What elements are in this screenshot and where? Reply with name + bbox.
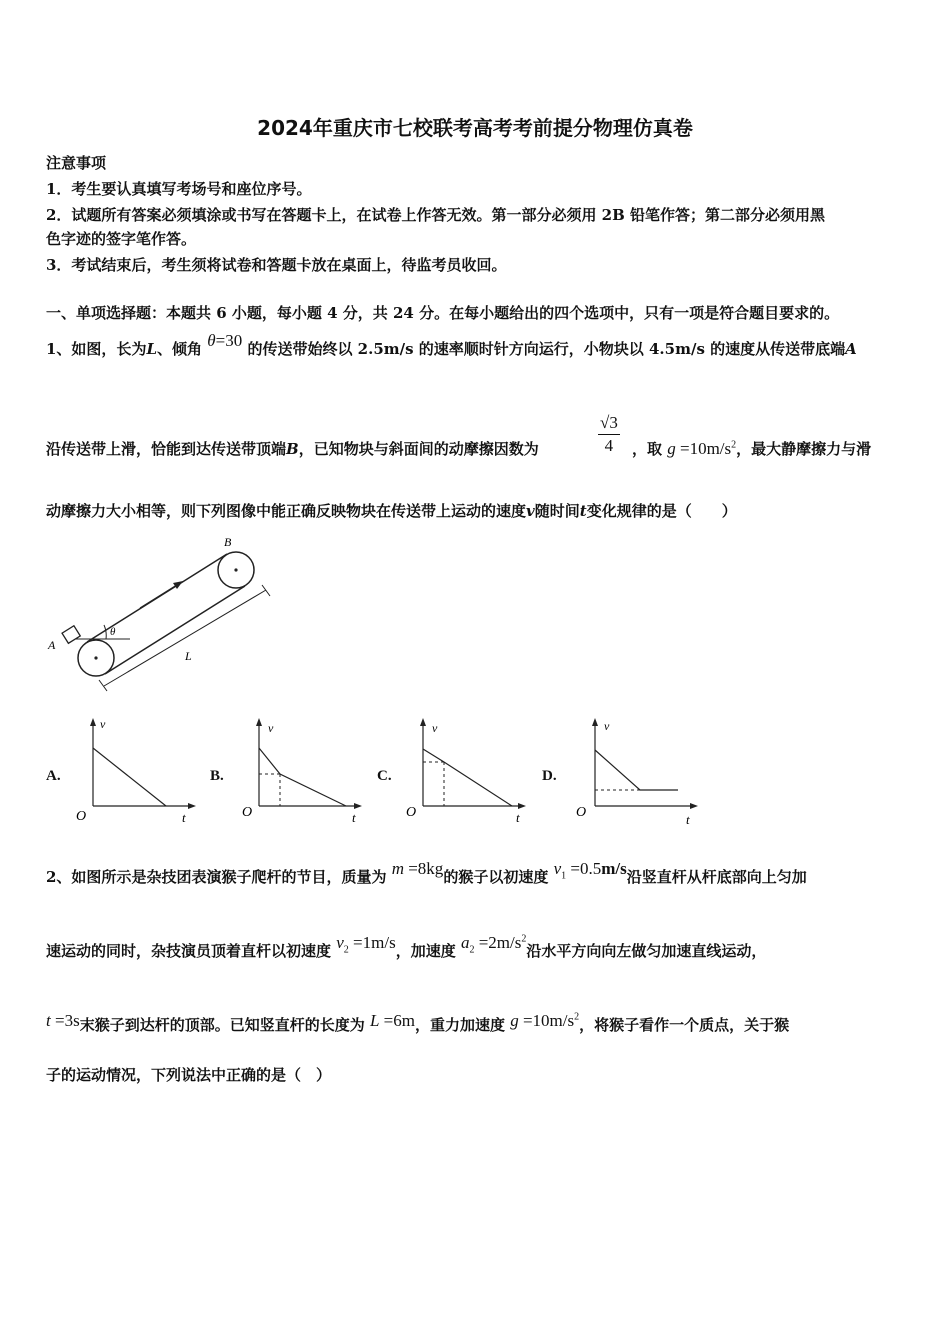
label-theta: θ: [110, 626, 116, 638]
q1-var-v: v: [526, 502, 535, 520]
q1-text: 沿传送带上滑，恰能到达传送带顶端: [46, 440, 287, 458]
q2-text: 沿竖直杆从杆底部向上匀加: [626, 868, 807, 886]
label-B: B: [224, 535, 232, 549]
fraction-denominator: 4: [604, 436, 614, 455]
q1-angle-formula: θ=30: [207, 331, 243, 350]
belt-lower: [105, 586, 245, 674]
svg-text:v: v: [100, 717, 106, 731]
option-c-graph[interactable]: [400, 712, 530, 827]
notice-item-1: 1．考生要认真填写考场号和座位序号。: [46, 180, 312, 198]
q1-text: 变化规律的是（ ）: [586, 502, 737, 520]
svg-text:v: v: [268, 721, 274, 735]
q2-line-1: [46, 859, 807, 889]
svg-text:t: t: [182, 810, 186, 825]
fraction-numerator: √3: [598, 412, 620, 435]
q1-gravity-formula: $g =10m/s^2$: [667, 439, 737, 458]
q2-gravity-formula: $g =10m/s^2$: [510, 1011, 580, 1030]
q1-text: 的传送带始终以 2.5m/s 的速率顺时针方向运行，小物块以 4.5m/s 的速度从传送带底端: [247, 340, 846, 358]
q1-text: ，已知物块与斜面间的动摩擦因数为: [298, 440, 539, 458]
q2-text: 沿水平方向向左做匀加速直线运动，: [526, 942, 767, 960]
svg-text:v: v: [432, 721, 438, 735]
q1-text: ，最大静摩擦力与滑: [736, 440, 872, 458]
q2-v2-formula: $v_2 =1m/s$: [336, 933, 396, 956]
option-a-graph[interactable]: [70, 712, 200, 827]
q2-text: ，将猴子看作一个质点，关于猴: [579, 1016, 790, 1034]
q1-var-B: B: [286, 440, 299, 458]
svg-text:t: t: [352, 810, 356, 825]
q2-text: 的猴子以初速度: [443, 868, 549, 886]
svg-text:v: v: [604, 719, 610, 733]
q1-line-2: [46, 438, 539, 459]
option-d-graph[interactable]: [572, 712, 702, 827]
q1-line-1: [46, 331, 857, 359]
q2-text: ，加速度: [395, 942, 456, 960]
label-A: A: [48, 638, 56, 652]
option-b-label[interactable]: B.: [210, 768, 224, 784]
length-line: [104, 590, 266, 686]
q1-var-L: L: [146, 340, 157, 358]
q2-time-formula: t =3s: [46, 1011, 80, 1030]
option-c-label[interactable]: C.: [377, 768, 392, 784]
block: [62, 626, 80, 644]
q1-var-t: t: [579, 502, 587, 520]
q2-text: 末猴子到达杆的顶部。已知竖直杆的长度为: [79, 1016, 365, 1034]
velocity-line: [595, 750, 678, 790]
q1-friction-fraction: [598, 412, 620, 457]
notice-item-3: 3．考试结束后，考生须将试卷和答题卡放在桌面上，待监考员收回。: [46, 256, 507, 274]
svg-text:O: O: [76, 809, 87, 824]
q1-line-2b: [632, 438, 871, 459]
option-b-graph[interactable]: [236, 712, 366, 827]
label-L: L: [185, 649, 192, 663]
q2-mass-formula: m =8kg: [391, 859, 444, 878]
q1-text: 动摩擦力大小相等，则下列图像中能正确反映物块在传送带上运动的速度: [46, 502, 527, 520]
q1-var-A: A: [845, 340, 857, 358]
q1-text: 1、如图，长为: [46, 340, 147, 358]
q1-text: 、倾角: [157, 340, 203, 358]
option-d-label[interactable]: D.: [542, 768, 557, 784]
motion-arrow: [140, 583, 180, 608]
section-heading: 一、单项选择题：本题共 6 小题，每小题 4 分，共 24 分。在每小题给出的四个选项中，只有一项是符合题目要求的。: [46, 304, 840, 322]
q1-text: ，取: [632, 440, 663, 458]
svg-text:t: t: [516, 810, 520, 825]
q2-text: 速运动的同时，杂技演员顶着直杆以初速度: [46, 942, 332, 960]
svg-text:t: t: [686, 812, 690, 827]
conveyor-belt-figure: [40, 528, 280, 698]
q1-text: 随时间: [534, 502, 580, 520]
q1-line-3: [46, 500, 737, 521]
velocity-line: [423, 749, 512, 806]
q2-text: 2、如图所示是杂技团表演猴子爬杆的节目，质量为: [46, 868, 387, 886]
q2-a2-formula: $a_2 =2m/s^2$: [460, 933, 527, 956]
svg-text:O: O: [576, 805, 587, 820]
q2-text: ，重力加速度: [414, 1016, 505, 1034]
velocity-line: [259, 748, 346, 806]
q2-line-2: [46, 933, 767, 963]
q2-length-formula: L =6m: [369, 1011, 415, 1030]
velocity-line: [93, 748, 166, 806]
page-title: 2024年重庆市七校联考高考考前提分物理仿真卷: [257, 116, 693, 140]
q2-line-3: [46, 1011, 790, 1035]
q2-line-4: 子的运动情况，下列说法中正确的是（ ）: [46, 1066, 332, 1084]
option-a-label[interactable]: A.: [46, 768, 61, 784]
notice-item-2a: 2．试题所有答案必须填涂或书写在答题卡上，在试卷上作答无效。第一部分必须用 2B 铅笔作答；第二部分必须用黑: [46, 206, 826, 224]
svg-text:O: O: [242, 805, 253, 820]
svg-text:O: O: [406, 805, 417, 820]
notice-heading: 注意事项: [46, 154, 107, 172]
q2-v1-formula: $v_1 =0.5m/s$: [553, 859, 627, 882]
notice-item-2b: 色字迹的签字笔作答。: [46, 230, 197, 248]
